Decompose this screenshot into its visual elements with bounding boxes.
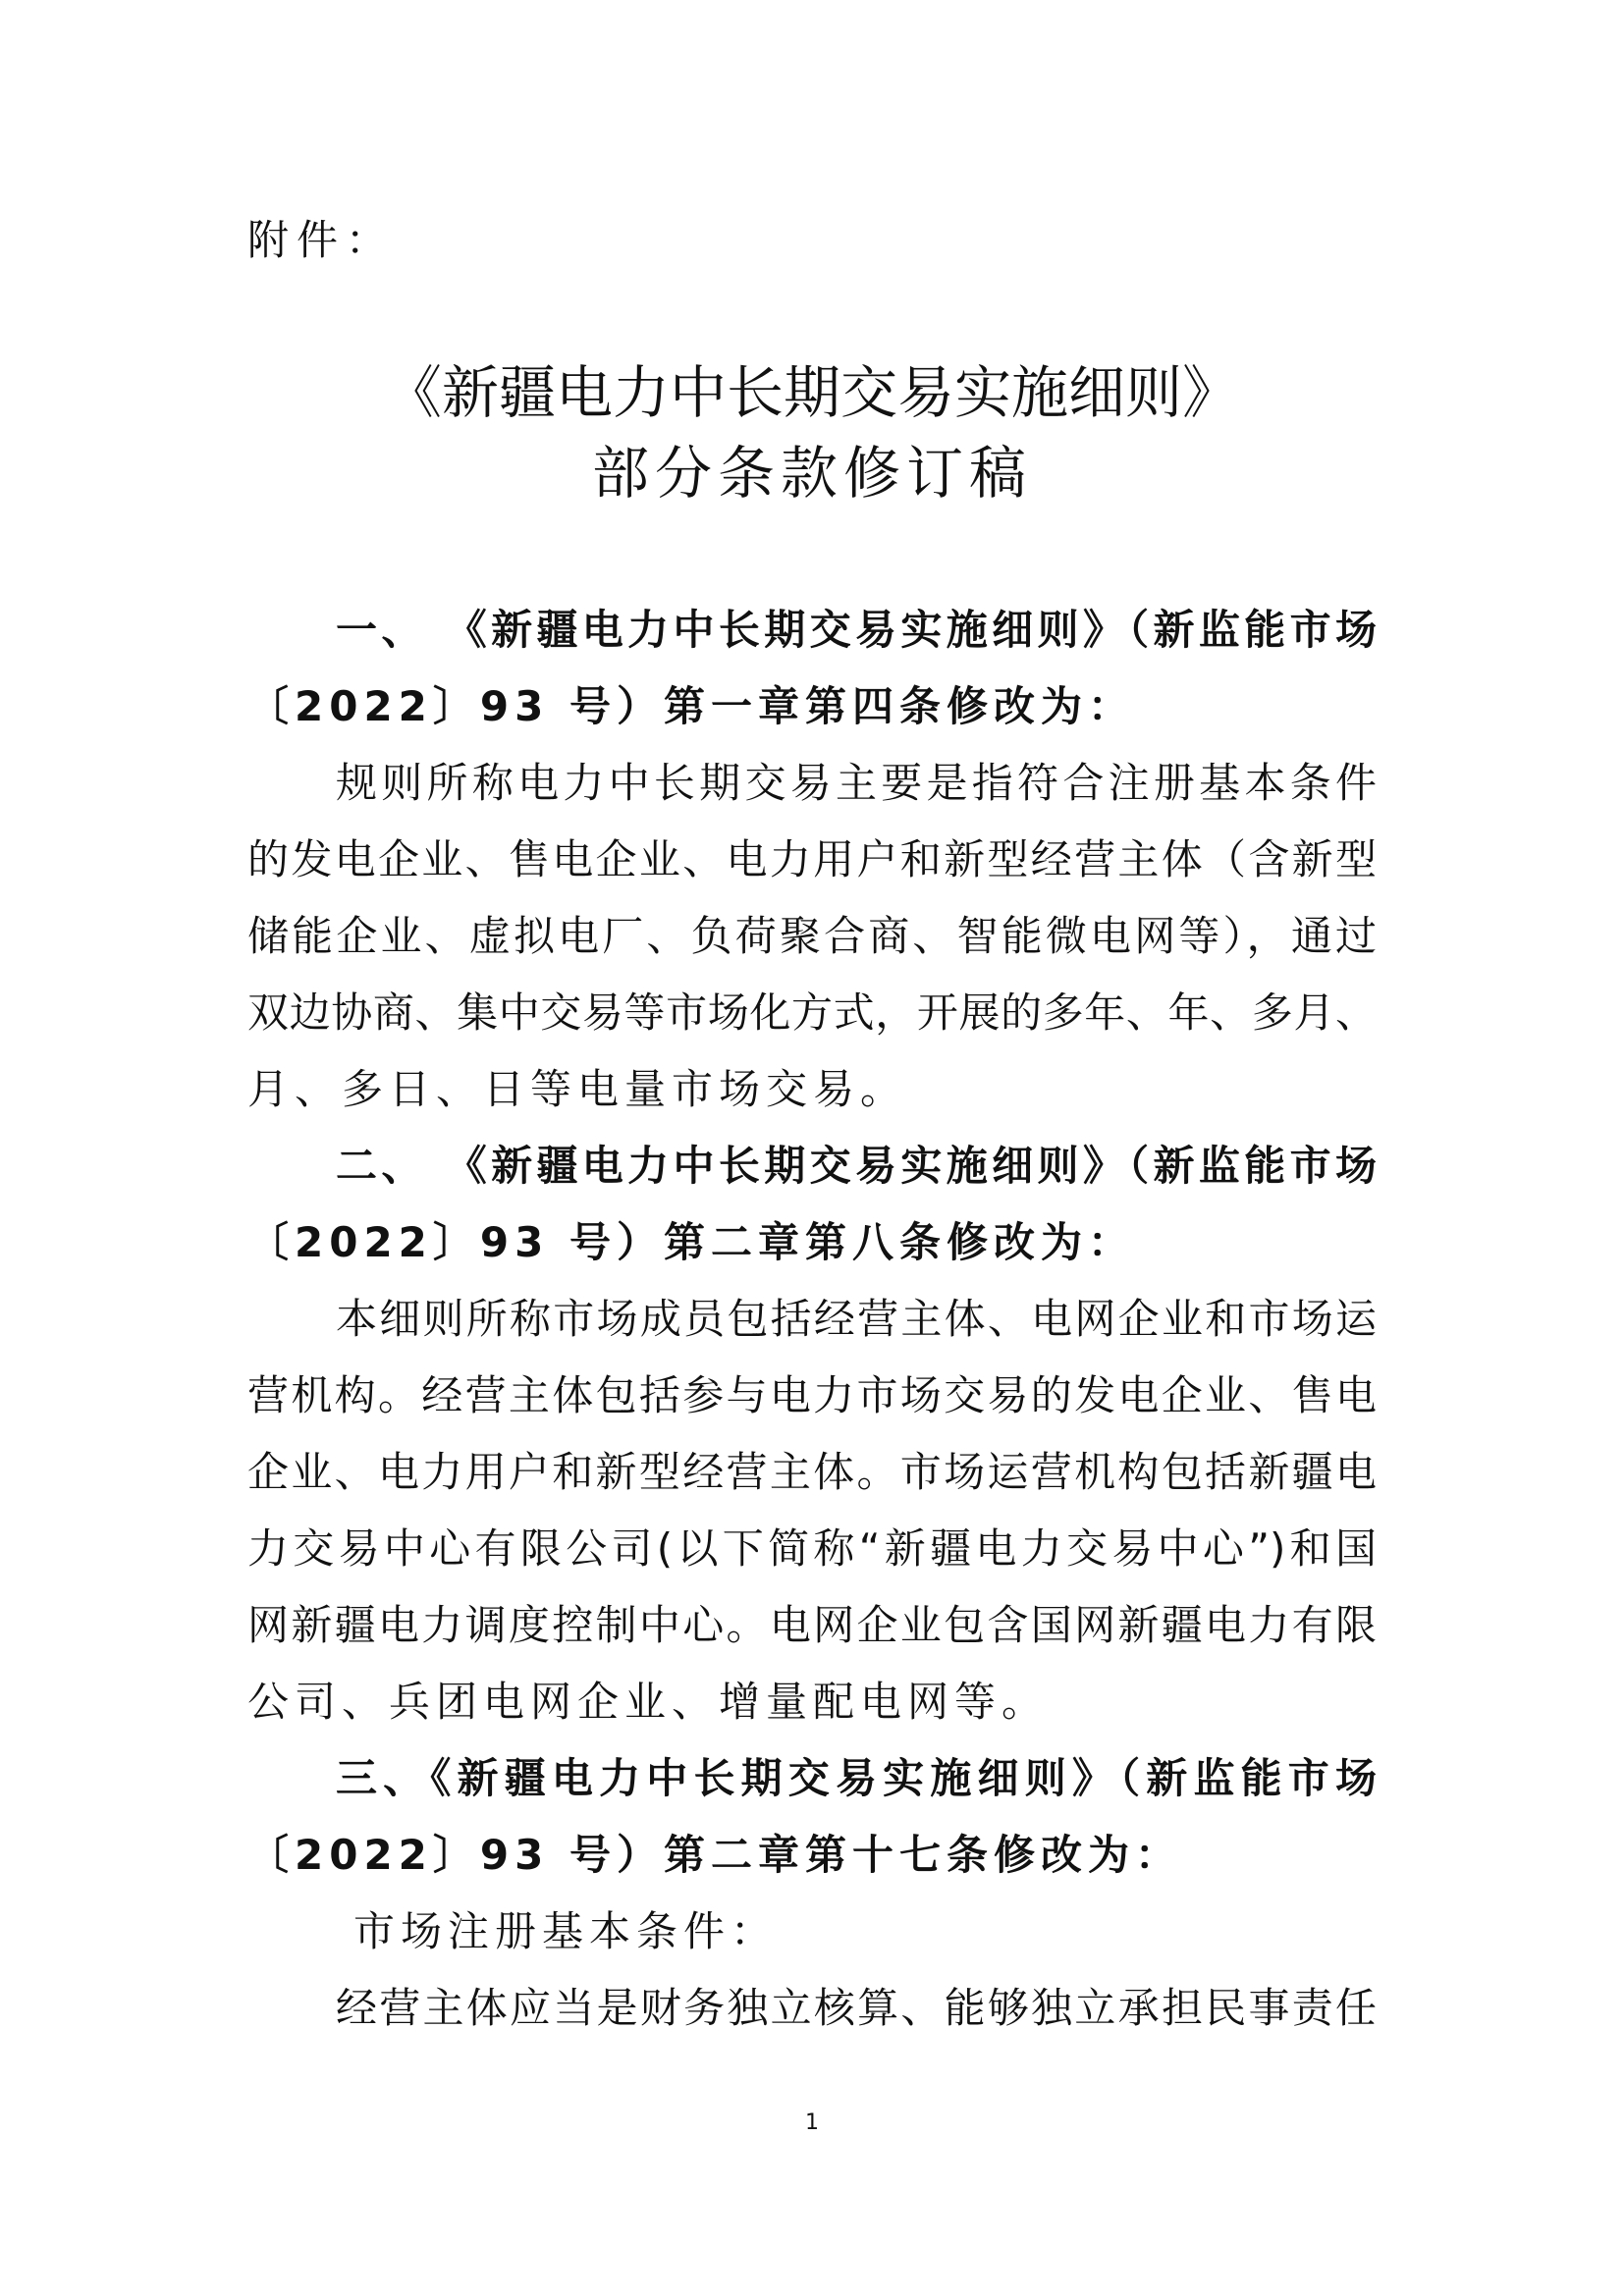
section1-body-line: 储能企业、虚拟电厂、负荷聚合商、智能微电网等），通过 <box>247 912 1377 960</box>
section3-heading-line2: 〔2022〕93 号）第二章第十七条修改为： <box>247 1831 1182 1879</box>
attachment-label: 附件： <box>247 216 396 264</box>
section2-body-line: 网新疆电力调度控制中心。电网企业包含国网新疆电力有限 <box>247 1601 1377 1649</box>
section2-heading-line1: 二、 《新疆电力中长期交易实施细则》（新监能市场 <box>336 1142 1377 1190</box>
document-title-line1: 《新疆电力中长期交易实施细则》 <box>384 359 1239 426</box>
section3-heading-line1: 三、《新疆电力中长期交易实施细则》（新监能市场 <box>336 1754 1377 1802</box>
section1-heading-line2: 〔2022〕93 号）第一章第四条修改为： <box>247 682 1135 730</box>
section1-body-line: 双边协商、集中交易等市场化方式，开展的多年、年、多月、 <box>247 988 1377 1037</box>
section2-body-line: 本细则所称市场成员包括经营主体、电网企业和市场运 <box>336 1295 1377 1343</box>
document-title-line2: 部分条款修订稿 <box>591 440 1032 507</box>
section2-body-line: 力交易中心有限公司(以下简称“新疆电力交易中心”)和国 <box>247 1524 1377 1573</box>
section1-body-line: 规则所称电力中长期交易主要是指符合注册基本条件 <box>336 759 1377 807</box>
section3-body-line: 经营主体应当是财务独立核算、能够独立承担民事责任 <box>336 1984 1377 2032</box>
section2-body-line: 企业、电力用户和新型经营主体。市场运营机构包括新疆电 <box>247 1448 1377 1496</box>
section1-body-line: 的发电企业、售电企业、电力用户和新型经营主体（含新型 <box>247 835 1377 883</box>
section2-body-line: 公司、兵团电网企业、增量配电网等。 <box>247 1678 1050 1726</box>
section1-body-line: 月、多日、日等电量市场交易。 <box>247 1065 908 1113</box>
page-number: 1 <box>805 2110 819 2135</box>
section1-heading-line1: 一、 《新疆电力中长期交易实施细则》（新监能市场 <box>336 606 1377 654</box>
section3-body-line: 市场注册基本条件： <box>353 1907 779 1955</box>
section2-heading-line2: 〔2022〕93 号）第二章第八条修改为： <box>247 1218 1135 1266</box>
section2-body-line: 营机构。经营主体包括参与电力市场交易的发电企业、售电 <box>247 1371 1377 1419</box>
